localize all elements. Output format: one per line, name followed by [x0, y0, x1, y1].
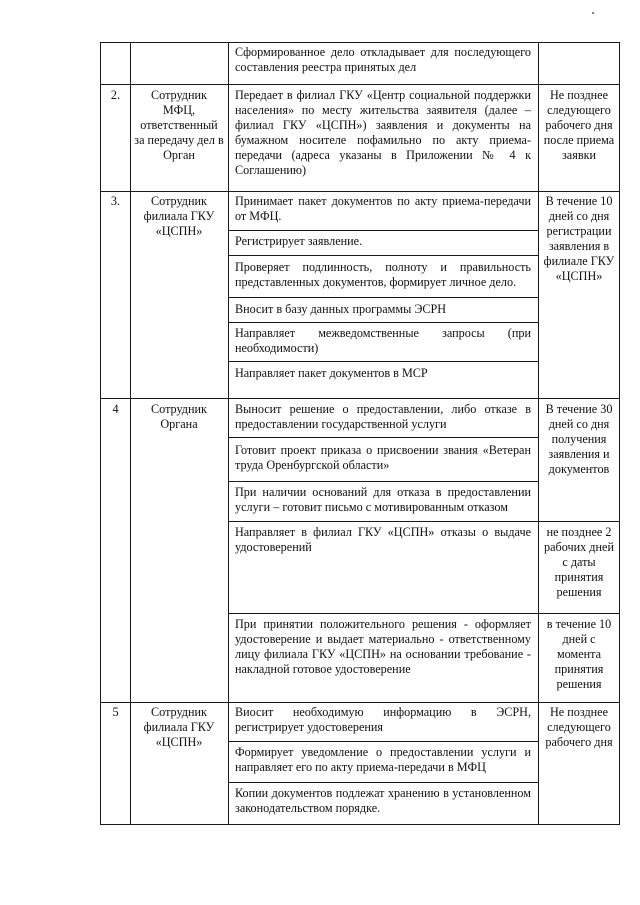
- table-divider-num: [130, 42, 131, 824]
- sub-line: [228, 297, 538, 298]
- sub-line: [228, 481, 538, 482]
- row3-action-6: Направляет пакет документов в МСР: [235, 366, 428, 380]
- row3-number: 3.: [110, 194, 121, 208]
- sub-line: [228, 437, 538, 438]
- row3-executor: Сотрудник филиала ГКУ «ЦСПН»: [143, 194, 215, 238]
- row5-action-2: Формирует уведомление о предоставлении услуги и направляет его по акту приема-передачи в МФЦ: [235, 745, 531, 774]
- row4-executor: Сотрудник Органа: [151, 402, 207, 431]
- row4-action-3: При наличии оснований для отказа в предоставлении услуги – готовит письмо с мотивированным отказом: [235, 485, 531, 514]
- row-line-2: [100, 84, 620, 85]
- row3-action-4: Вносит в базу данных программы ЭСРН: [235, 302, 447, 316]
- row-line-3: [100, 191, 620, 192]
- row3-action-1: Принимает пакет документов по акту приема-передачи от МФЦ.: [235, 194, 531, 223]
- sub-line: [228, 361, 538, 362]
- row4-term-2: не позднее 2 рабочих дней с даты принятия решения: [544, 525, 614, 599]
- row-line-bottom: [100, 824, 620, 825]
- row2-term: Не позднее следующего рабочего дня после приема заявки: [543, 88, 615, 162]
- table-divider-who: [228, 42, 229, 824]
- row5-action-3: Копии документов подлежат хранению в установленном законодательством порядке.: [235, 786, 531, 815]
- sub-line: [228, 230, 538, 231]
- sub-line: [228, 521, 619, 522]
- row4-action-1: Выносит решение о предоставлении, либо отказе в предоставлении государственной услуги: [235, 402, 531, 431]
- scan-speck: [592, 12, 594, 14]
- row-line-top: [100, 42, 620, 43]
- sub-line: [228, 322, 538, 323]
- sub-line: [228, 255, 538, 256]
- row-line-5: [100, 702, 620, 703]
- row5-action-1: Виосит необходимую информацию в ЭСРН, регистрирует удостоверения: [235, 705, 531, 734]
- row4-term-1: В течение 30 дней со дня получения заявления и документов: [545, 402, 613, 476]
- sub-line: [228, 782, 538, 783]
- row3-action-5: Направляет межведомственные запросы (при необходимости): [235, 326, 531, 355]
- row2-number: 2.: [110, 88, 121, 102]
- row4-term-3: в течение 10 дней с момента принятия решения: [546, 617, 612, 691]
- row1-action-1: Сформированное дело откладывает для последующего составления реестра принятых дел: [235, 45, 531, 74]
- sub-line: [228, 613, 619, 614]
- row3-action-3: Проверяет подлинность, полноту и правильность представленных документов, формирует личное дело.: [235, 260, 531, 289]
- row5-number: 5: [112, 705, 119, 719]
- row4-number: 4: [112, 402, 119, 416]
- row4-action-4: Направляет в филиал ГКУ «ЦСПН» отказы о выдаче удостоверений: [235, 525, 531, 554]
- row3-term: В течение 10 дней со дня регистрации заявления в филиале ГКУ «ЦСПН»: [543, 194, 615, 283]
- row4-action-5: При принятии положительного решения - оформляет удостоверение и выдает материально - ответственному лицу филиала ГКУ «ЦСПН» на основании требование - накладной готовое удостоверение: [235, 617, 531, 676]
- row-line-4: [100, 398, 620, 399]
- row2-executor: Сотрудник МФЦ, ответственный за передачу дел в Орган: [134, 88, 224, 162]
- row2-action-1: Передает в филиал ГКУ «Центр социальной поддержки населения» по месту жительства заявителя (далее – филиал ГКУ «ЦСПН») заявления и документы на бумажном носителе пофамильно по акту приема-передачи (адреса указаны в Приложении № 4 к Соглашению): [235, 88, 531, 177]
- row3-action-2: Регистрирует заявление.: [235, 234, 363, 248]
- row4-action-2: Готовит проект приказа о присвоении звания «Ветеран труда Оренбургской области»: [235, 443, 531, 472]
- sub-line: [228, 741, 538, 742]
- row5-executor: Сотрудник филиала ГКУ «ЦСПН»: [143, 705, 215, 749]
- table-divider-term: [538, 42, 539, 824]
- row5-term: Не позднее следующего рабочего дня: [545, 705, 613, 749]
- table-border-right: [619, 42, 620, 824]
